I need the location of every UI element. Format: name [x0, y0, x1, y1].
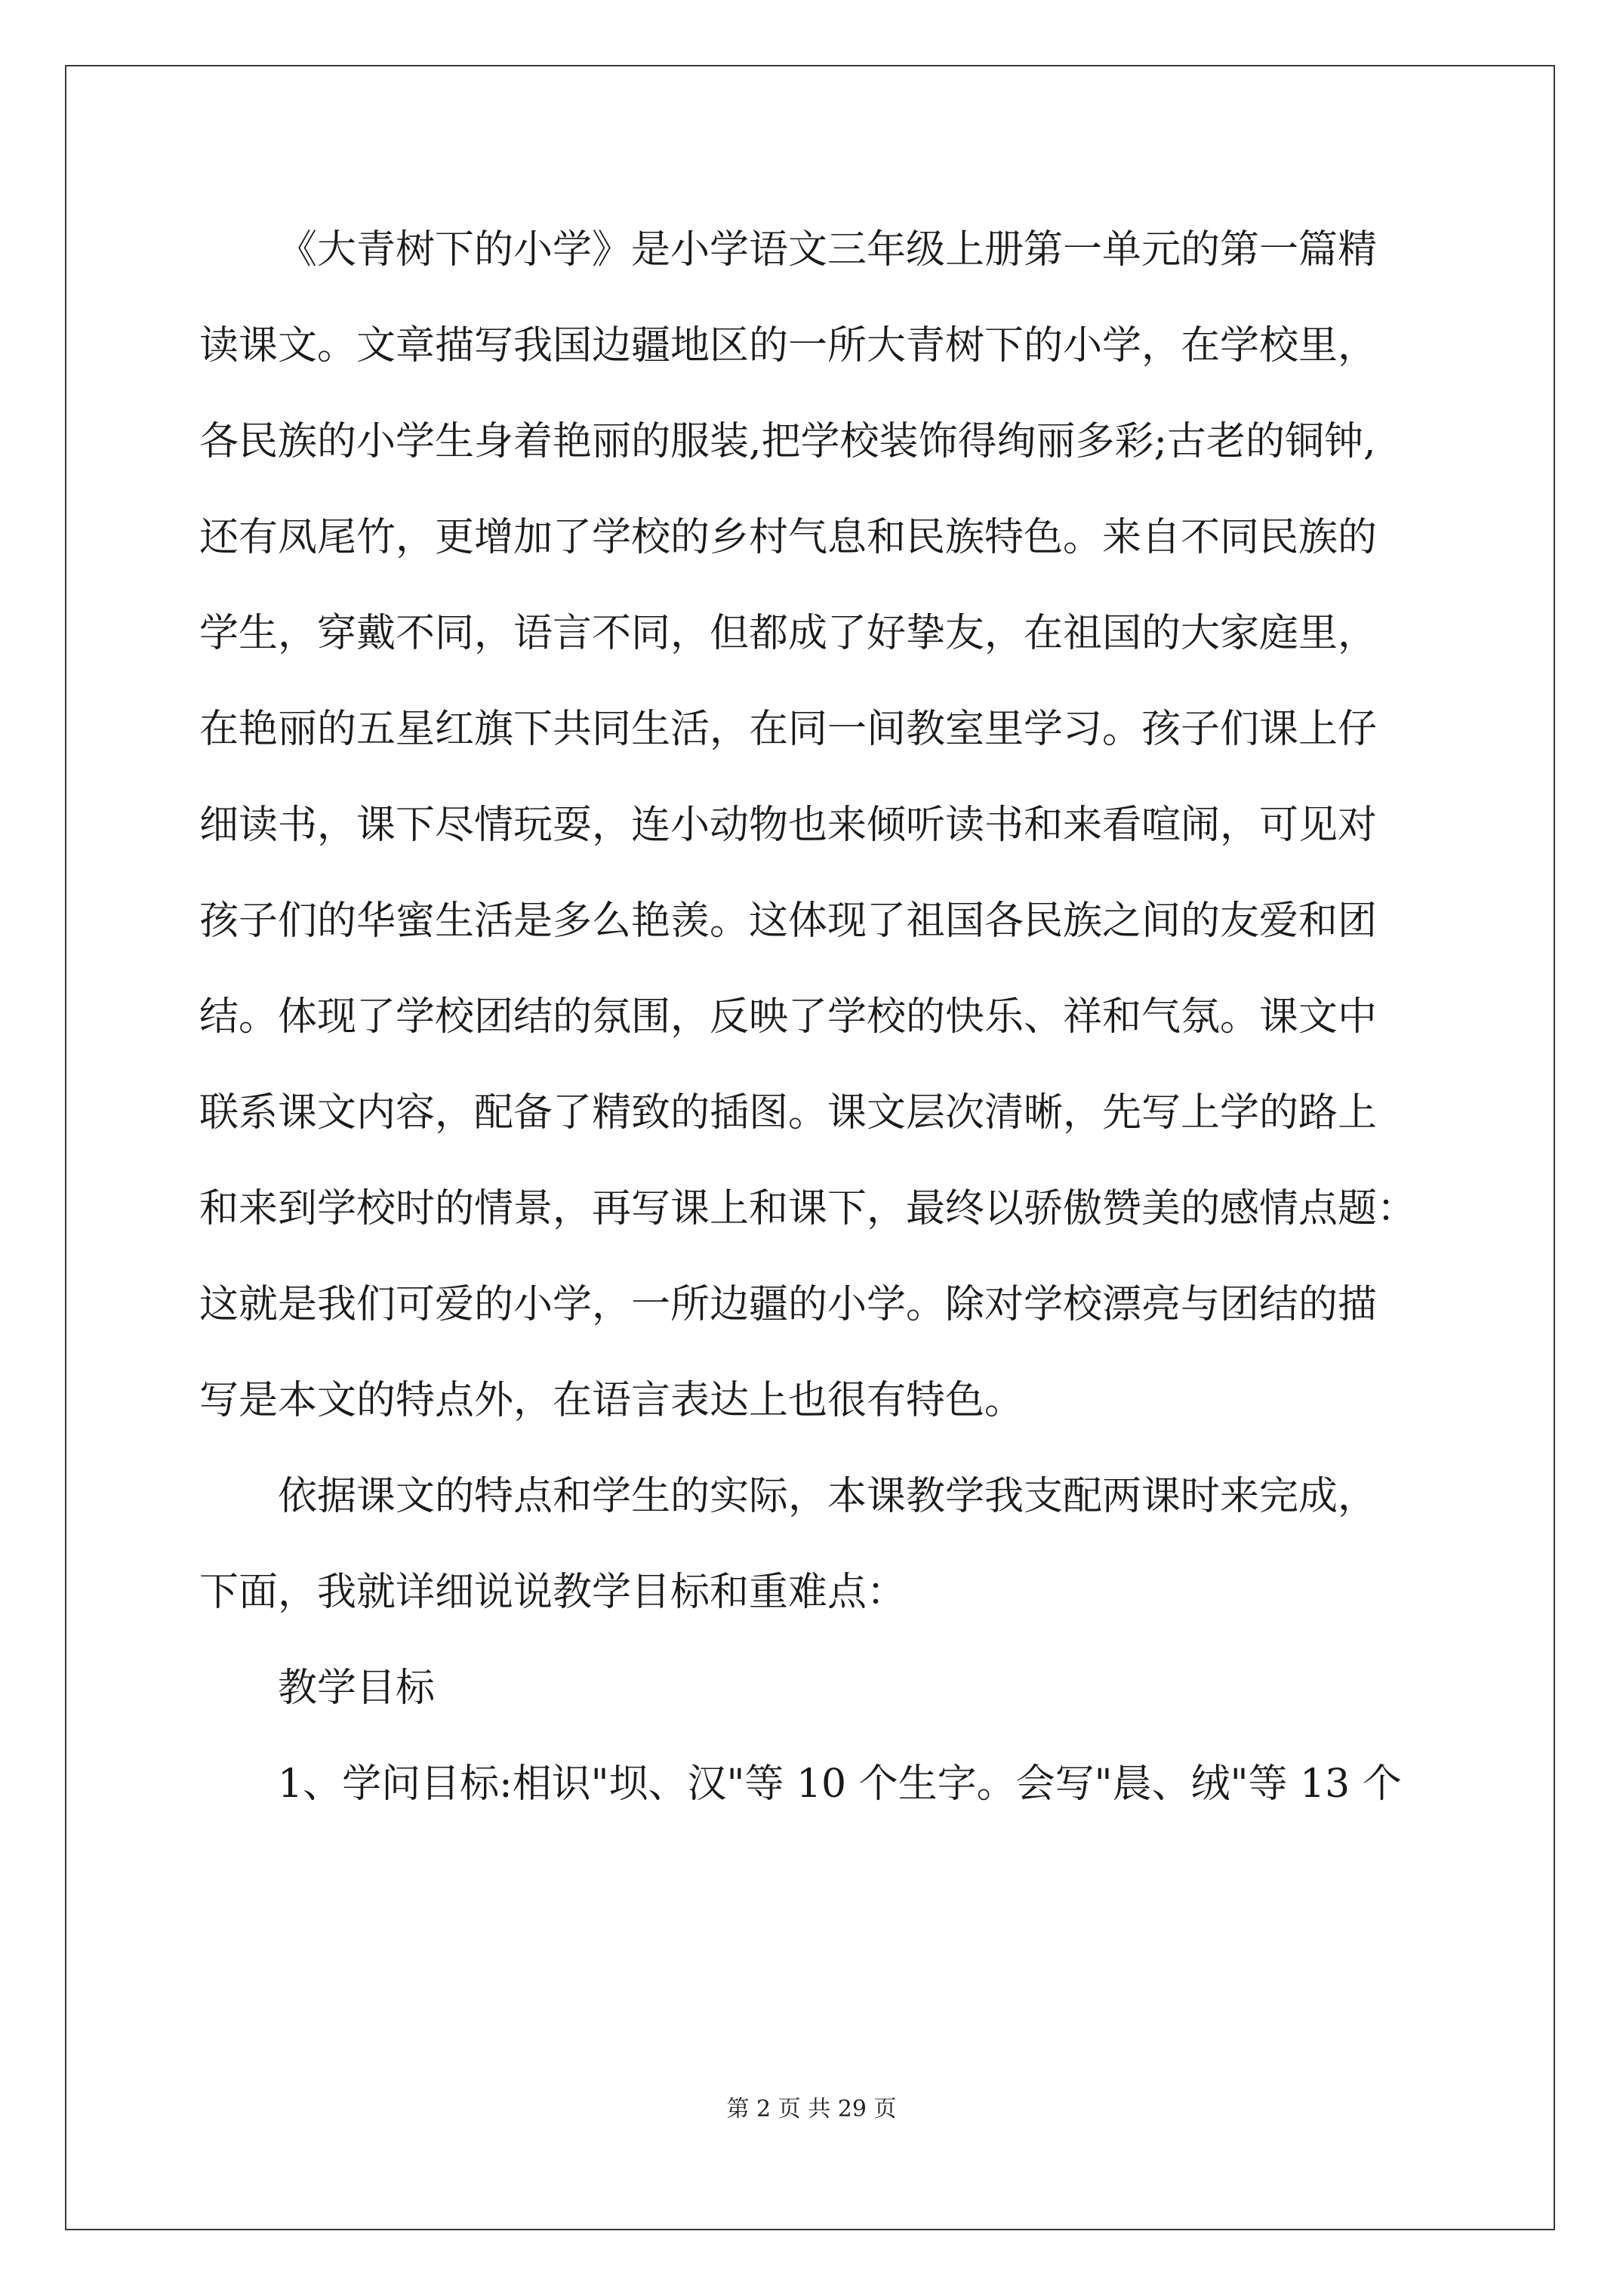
paragraph-line: 读课文。文章描写我国边疆地区的一所大青树下的小学，在学校里，	[199, 323, 1378, 368]
section-heading: 教学目标	[278, 1666, 436, 1711]
paragraph-line: 各民族的小学生身着艳丽的服装,把学校装饰得绚丽多彩;古老的铜钟,	[199, 419, 1376, 464]
paragraph-line: 下面，我就详细说说教学目标和重难点：	[199, 1570, 907, 1615]
page-number-footer: 第 2 页 共 29 页	[726, 2096, 897, 2122]
paragraph-line: 孩子们的华蜜生活是多么艳羡。这体现了祖国各民族之间的友爱和团	[199, 898, 1378, 944]
paragraph-line: 和来到学校时的情景，再写课上和课下，最终以骄傲赞美的感情点题：	[199, 1186, 1417, 1231]
paragraph-line: 在艳丽的五星红旗下共同生活，在同一间教室里学习。孩子们课上仔	[199, 707, 1378, 752]
document-body	[199, 216, 1437, 1846]
paragraph-line: 结。体现了学校团结的氛围，反映了学校的快乐、祥和气氛。课文中	[199, 994, 1378, 1040]
paragraph-line: 学生，穿戴不同，语言不同，但都成了好挚友，在祖国的大家庭里，	[199, 611, 1378, 656]
paragraph-line: 依据课文的特点和学生的实际，本课教学我支配两课时来完成，	[278, 1474, 1378, 1519]
paragraph-line: 这就是我们可爱的小学，一所边疆的小学。除对学校漂亮与团结的描	[199, 1282, 1378, 1327]
paragraph-line: 1、学问目标:相识"坝、汉"等 10 个生字。会写"晨、绒"等 13 个	[278, 1761, 1402, 1807]
paragraph-line: 写是本文的特点外，在语言表达上也很有特色。	[199, 1378, 1024, 1423]
paragraph-line: 联系课文内容，配备了精致的插图。课文层次清晰，先写上学的路上	[199, 1090, 1378, 1136]
paragraph-line: 还有凤尾竹，更增加了学校的乡村气息和民族特色。来自不同民族的	[199, 515, 1378, 560]
paragraph-line: 《大青树下的小学》是小学语文三年级上册第一单元的第一篇精	[278, 227, 1378, 273]
paragraph-line: 细读书，课下尽情玩耍，连小动物也来倾听读书和来看喧闹，可见对	[199, 803, 1378, 848]
